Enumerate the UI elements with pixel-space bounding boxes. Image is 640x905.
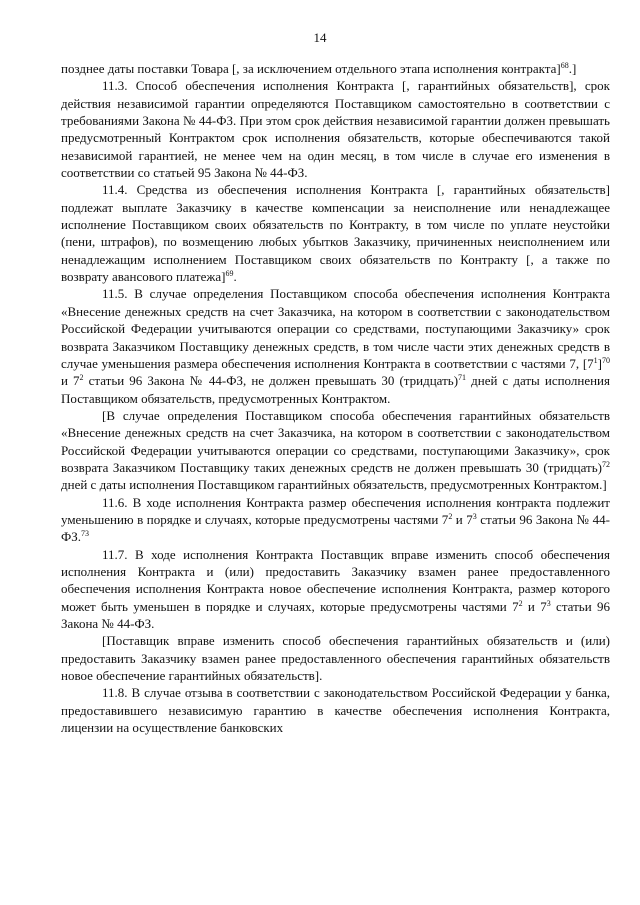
paragraph-p11-3 [61, 77, 610, 181]
footnote-ref: 70 [602, 355, 610, 365]
paragraph-text: . [233, 269, 237, 285]
footnote-ref: 72 [602, 459, 610, 469]
paragraph-p11-5 [61, 285, 610, 406]
footnote-ref: 71 [458, 373, 467, 383]
paragraph-text: и 7 [522, 598, 547, 614]
paragraph-text: дней с даты исполнения Поставщиком обязательств, предусмотренных Контрактом. [61, 373, 610, 406]
footnote-ref: 68 [560, 61, 569, 70]
paragraph-text: и 7 [61, 373, 80, 389]
footnote-ref: 2 [518, 598, 523, 608]
footnote-ref: 3 [472, 511, 477, 521]
paragraph-p11-5b [61, 407, 610, 494]
paragraph-text: статьи 96 Закона № 44-ФЗ. [61, 511, 610, 545]
footnote-ref: 69 [225, 269, 234, 279]
paragraph-p11-7b [61, 632, 610, 684]
paragraph-text: 11.4. Средства из обеспечения исполнения Контракта [, гарантийных обязательств] подлежат выплате Заказчику в качестве компенсации за неисполнение или ненадлежащее исполнение Поставщиком своих обязательств по Контракту, в том числе по уплате неустойки (пени, штрафов), по возмещению любых убытков Заказчику, причиненных неисполнением или ненадлежащим исполнением Поставщиком своих обязательств по Контракту [, а также по возврату авансового платежа] [61, 182, 610, 285]
paragraph-text: 11.7. В ходе исполнения Контракта Поставщик вправе изменить способ обеспечения исполнения Контракта и (или) предоставить Заказчику взамен ранее предоставленного обеспечения исполнения Контракта новое обеспечение исполнения Контракта, размер которого может быть уменьшен в порядке и случаях, которые предусмотрены частями 7 [61, 546, 610, 614]
paragraph-text: [В случае определения Поставщиком способа обеспечения гарантийных обязательств «Внесение денежных средств на счет Заказчика, на котором в соответствии с законодательством Российской Федерации учитываются операции со средствами, поступающими Заказчику», срок возврата Заказчиком Поставщику таких денежных средств не должен превышать 30 (тридцать) [61, 407, 610, 475]
paragraph-text: 11.6. В ходе исполнения Контракта размер обеспечения исполнения контракта подлежит уменьшению в порядке и случаях, которые предусмотрены частями 7 [61, 494, 610, 527]
paragraph-text: статьи 96 Закона № 44-ФЗ. [61, 598, 610, 631]
footnote-ref: 1 [593, 355, 598, 365]
paragraph-text: и 7 [452, 511, 473, 527]
footnote-ref: 73 [81, 529, 90, 539]
page-number: 14 [313, 30, 327, 45]
paragraph-text: дней с даты исполнения Поставщиком гарантийных обязательств, предусмотренных Контрактом.] [61, 477, 607, 493]
document-body [61, 60, 610, 736]
paragraph-p11-8 [61, 684, 610, 736]
paragraph-text: .] [568, 61, 577, 76]
paragraph-p11-4 [61, 181, 610, 285]
footnote-ref: 3 [546, 598, 551, 608]
paragraph-text: [Поставщик вправе изменить способ обеспечения гарантийных обязательств и (или) предоставить Заказчику взамен ранее предоставленного обеспечения гарантийных обязательств новое обеспечение гарантийных обязательств]. [61, 633, 610, 684]
paragraph-p11-7 [61, 546, 610, 633]
paragraph-text: статьи 96 Закона № 44-ФЗ, не должен превышать 30 (тридцать) [83, 373, 459, 389]
footnote-ref: 2 [448, 511, 453, 521]
paragraph-text: позднее даты поставки Товара [, за исключением отдельного этапа исполнения контракта] [61, 61, 561, 76]
footnote-ref: 2 [79, 373, 84, 383]
paragraph-text: 11.3. Способ обеспечения исполнения Контракта [, гарантийных обязательств], срок действия независимой гарантии определяются Поставщиком самостоятельно в соответствии с требованиями Закона № 44-ФЗ. При этом срок действия независимой гарантии должен превышать предусмотренный Контрактом срок исполнения обязательств, которые обеспечиваются такой независимой гарантией, не менее чем на один месяц, в том числе в случае его изменения в соответствии со статьей 95 Закона № 44-ФЗ. [61, 78, 610, 181]
paragraph-p11-6 [61, 494, 610, 546]
paragraph-text: 11.5. В случае определения Поставщиком способа обеспечения исполнения Контракта «Внесение денежных средств на счет Заказчика, на котором в соответствии с законодательством Российской Федерации учитываются операции со средствами, поступающими Заказчику» срок возврата Заказчиком Поставщику денежных средств, в том числе части этих денежных средств в случае уменьшения размера обеспечения исполнения Контракта в соответствии с частями 7, [7 [61, 286, 610, 371]
paragraph-text: 11.8. В случае отзыва в соответствии с законодательством Российской Федерации у банка, предоставившего независимую гарантию в качестве обеспечения исполнения Контракта, лицензии на осуществление банковских [61, 685, 610, 736]
paragraph-text: ] [597, 355, 602, 371]
paragraph-p0 [61, 60, 610, 77]
